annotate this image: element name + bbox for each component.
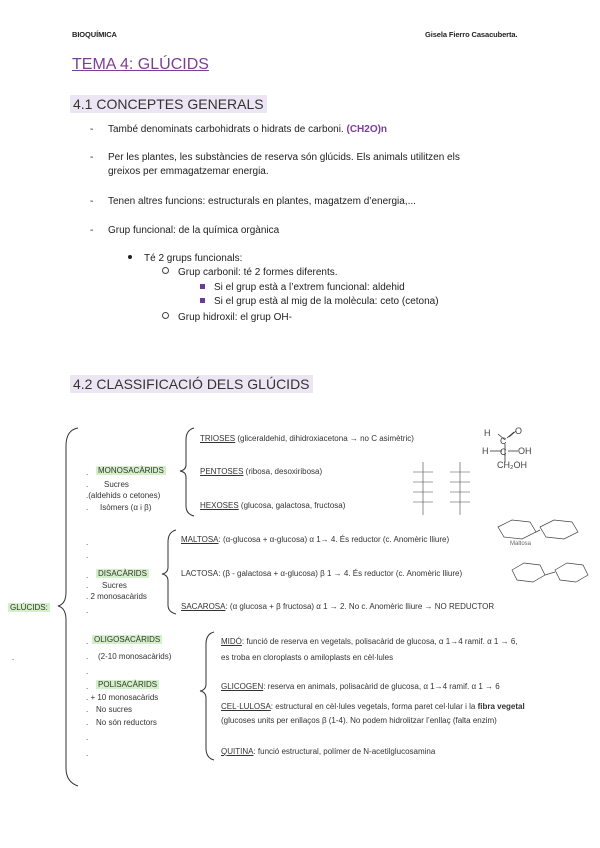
section-heading-1: 4.1 CONCEPTES GENERALS <box>70 95 267 113</box>
formula: (CH2O)n <box>346 124 388 135</box>
oligo-label: OLIGOSACÀRIDS <box>94 635 161 644</box>
mono-note-3: Isòmers (α i β) <box>100 503 152 512</box>
mol-h: H <box>484 428 491 438</box>
oligo-dot: . <box>86 652 89 661</box>
bullet-3: Tenen altres funcions: estructurals en plantes, magatzem d’energia,... <box>108 196 416 207</box>
glicogen-item: GLICOGEN: reserva en animals, polisacàrid de glucosa, α 1→4 ramif. α 1 → 6 <box>221 682 500 691</box>
mono-note-1: Sucres <box>104 480 129 489</box>
di-note-1: Sucres <box>102 581 127 590</box>
sub-bullet-1: Té 2 grups funcionals: <box>128 253 242 264</box>
bullet-4: Grup funcional: de la química orgànica <box>108 225 280 236</box>
mol-o: O <box>515 426 523 436</box>
sub-bullet-3: Si el grup està a l’extrem funcional: aldehid <box>200 282 405 293</box>
bullet-dash: - <box>90 225 94 236</box>
poli-dot: . <box>86 667 89 676</box>
di-dot: . <box>86 538 89 547</box>
poli-note-1: . + 10 monosacàrids <box>86 693 159 702</box>
poli-note-2: No sucres <box>96 705 133 714</box>
mono-dot: . <box>86 468 89 477</box>
oligo-note-1: (2-10 monosacàrids) <box>98 652 172 661</box>
mol-h2: H <box>482 446 489 456</box>
poli-dot: . <box>86 682 89 691</box>
poli-dot: . <box>86 718 89 727</box>
bullet-dash: - <box>90 124 94 135</box>
mono-label: MONOSACÀRIDS <box>98 466 164 475</box>
di-note-2: . 2 monosacàrids <box>86 592 147 601</box>
fibra-vegetal: fibra vegetal <box>477 702 525 711</box>
pentose-item: PENTOSES (ribosa, desoxiribosa) <box>200 467 323 476</box>
poli-dot: . <box>86 733 89 742</box>
cellulosa-line-1: CEL·LULOSA: estructural en cèl·lules vegetals, forma paret cel·lular i la fibra vegetal <box>221 702 525 711</box>
bullet-2-line1: Per les plantes, les substàncies de reserva són glúcids. Els animals utilitzen els <box>108 152 460 163</box>
bullet-dash: - <box>90 196 94 207</box>
mono-note-2: .(aldehids o cetones) <box>86 491 161 500</box>
mol-c2: C <box>500 447 507 457</box>
mono-note-dot: . <box>86 480 89 489</box>
root-glucids: GLÚCIDS: <box>10 603 48 612</box>
mol-ch2oh: CH₂OH <box>497 460 527 470</box>
hexose-item: HEXOSES (glucosa, galactosa, fructosa) <box>200 501 346 510</box>
mido-line-2: es troba en cloroplasts o amiloplasts en cèl·lules <box>221 653 394 662</box>
poli-dot: . <box>86 749 89 758</box>
sub-bullet-5: Grup hidroxil: el grup OH- <box>162 312 292 323</box>
stray-dot: . <box>12 653 15 662</box>
maltosa-item: MALTOSA: (α-glucosa + α-glucosa) α 1→ 4. És reductor (c. Anomèric lliure) <box>181 535 450 544</box>
di-dot: . <box>86 606 89 615</box>
poli-dot: . <box>86 705 89 714</box>
mol-c: C <box>500 436 507 446</box>
mol-oh: OH <box>518 446 532 456</box>
oligo-dot: . <box>86 637 89 646</box>
sub-bullet-4: Si el grup està al mig de la molècula: ceto (cetona) <box>200 296 439 307</box>
section-heading-2: 4.2 CLASSIFICACIÓ DELS GLÚCIDS <box>70 375 313 393</box>
cellulosa-line-2: (glucoses units per enllaços β (1-4). No podem hidrolitzar l’enllaç (falta enzim) <box>221 716 497 725</box>
poli-note-3: No són reductors <box>96 718 157 727</box>
di-dot: . <box>86 551 89 560</box>
quitina-item: QUITINA: funció estructural, polímer de N-acetilglucosamina <box>221 747 436 756</box>
poli-label: POLISACÀRIDS <box>98 680 158 689</box>
sacarosa-item: SACAROSA: (α glucosa + β fructosa) α 1 → 2. No c. Anomèric lliure → NO REDUCTOR <box>181 602 495 611</box>
di-dot: . <box>86 571 89 580</box>
lactosa-item: LACTOSA: (β - galactosa + α-glucosa) β 1 → 4. És reductor (c. Anomèric lliure) <box>181 569 463 578</box>
mono-note-dot: . <box>86 503 89 512</box>
header-author: Gisela Fierro Casacuberta. <box>425 30 518 39</box>
sub-bullet-2: Grup carbonil: té 2 formes diferents. <box>162 267 338 278</box>
di-dot: . <box>86 581 89 590</box>
bullet-2-line2: greixos per emmagatzemar energia. <box>108 166 269 177</box>
mido-line-1: MIDÓ: funció de reserva en vegetals, polisacàrid de glucosa, α 1→4 ramif. α 1 → 6, <box>221 637 518 646</box>
triose-item: TRIOSES (gliceraldehid, dihidroxiacetona → no C asimètric) <box>200 434 414 443</box>
bullet-1: També denominats carbohidrats o hidrats de carboni. (CH2O)n <box>108 124 388 135</box>
di-label: DISACÀRIDS <box>98 569 147 578</box>
header-subject: BIOQUÍMICA <box>72 30 117 39</box>
page-title: TEMA 4: GLÚCIDS <box>72 56 209 73</box>
bullet-dash: - <box>90 152 94 163</box>
struct-caption: Maltosa <box>510 541 532 547</box>
